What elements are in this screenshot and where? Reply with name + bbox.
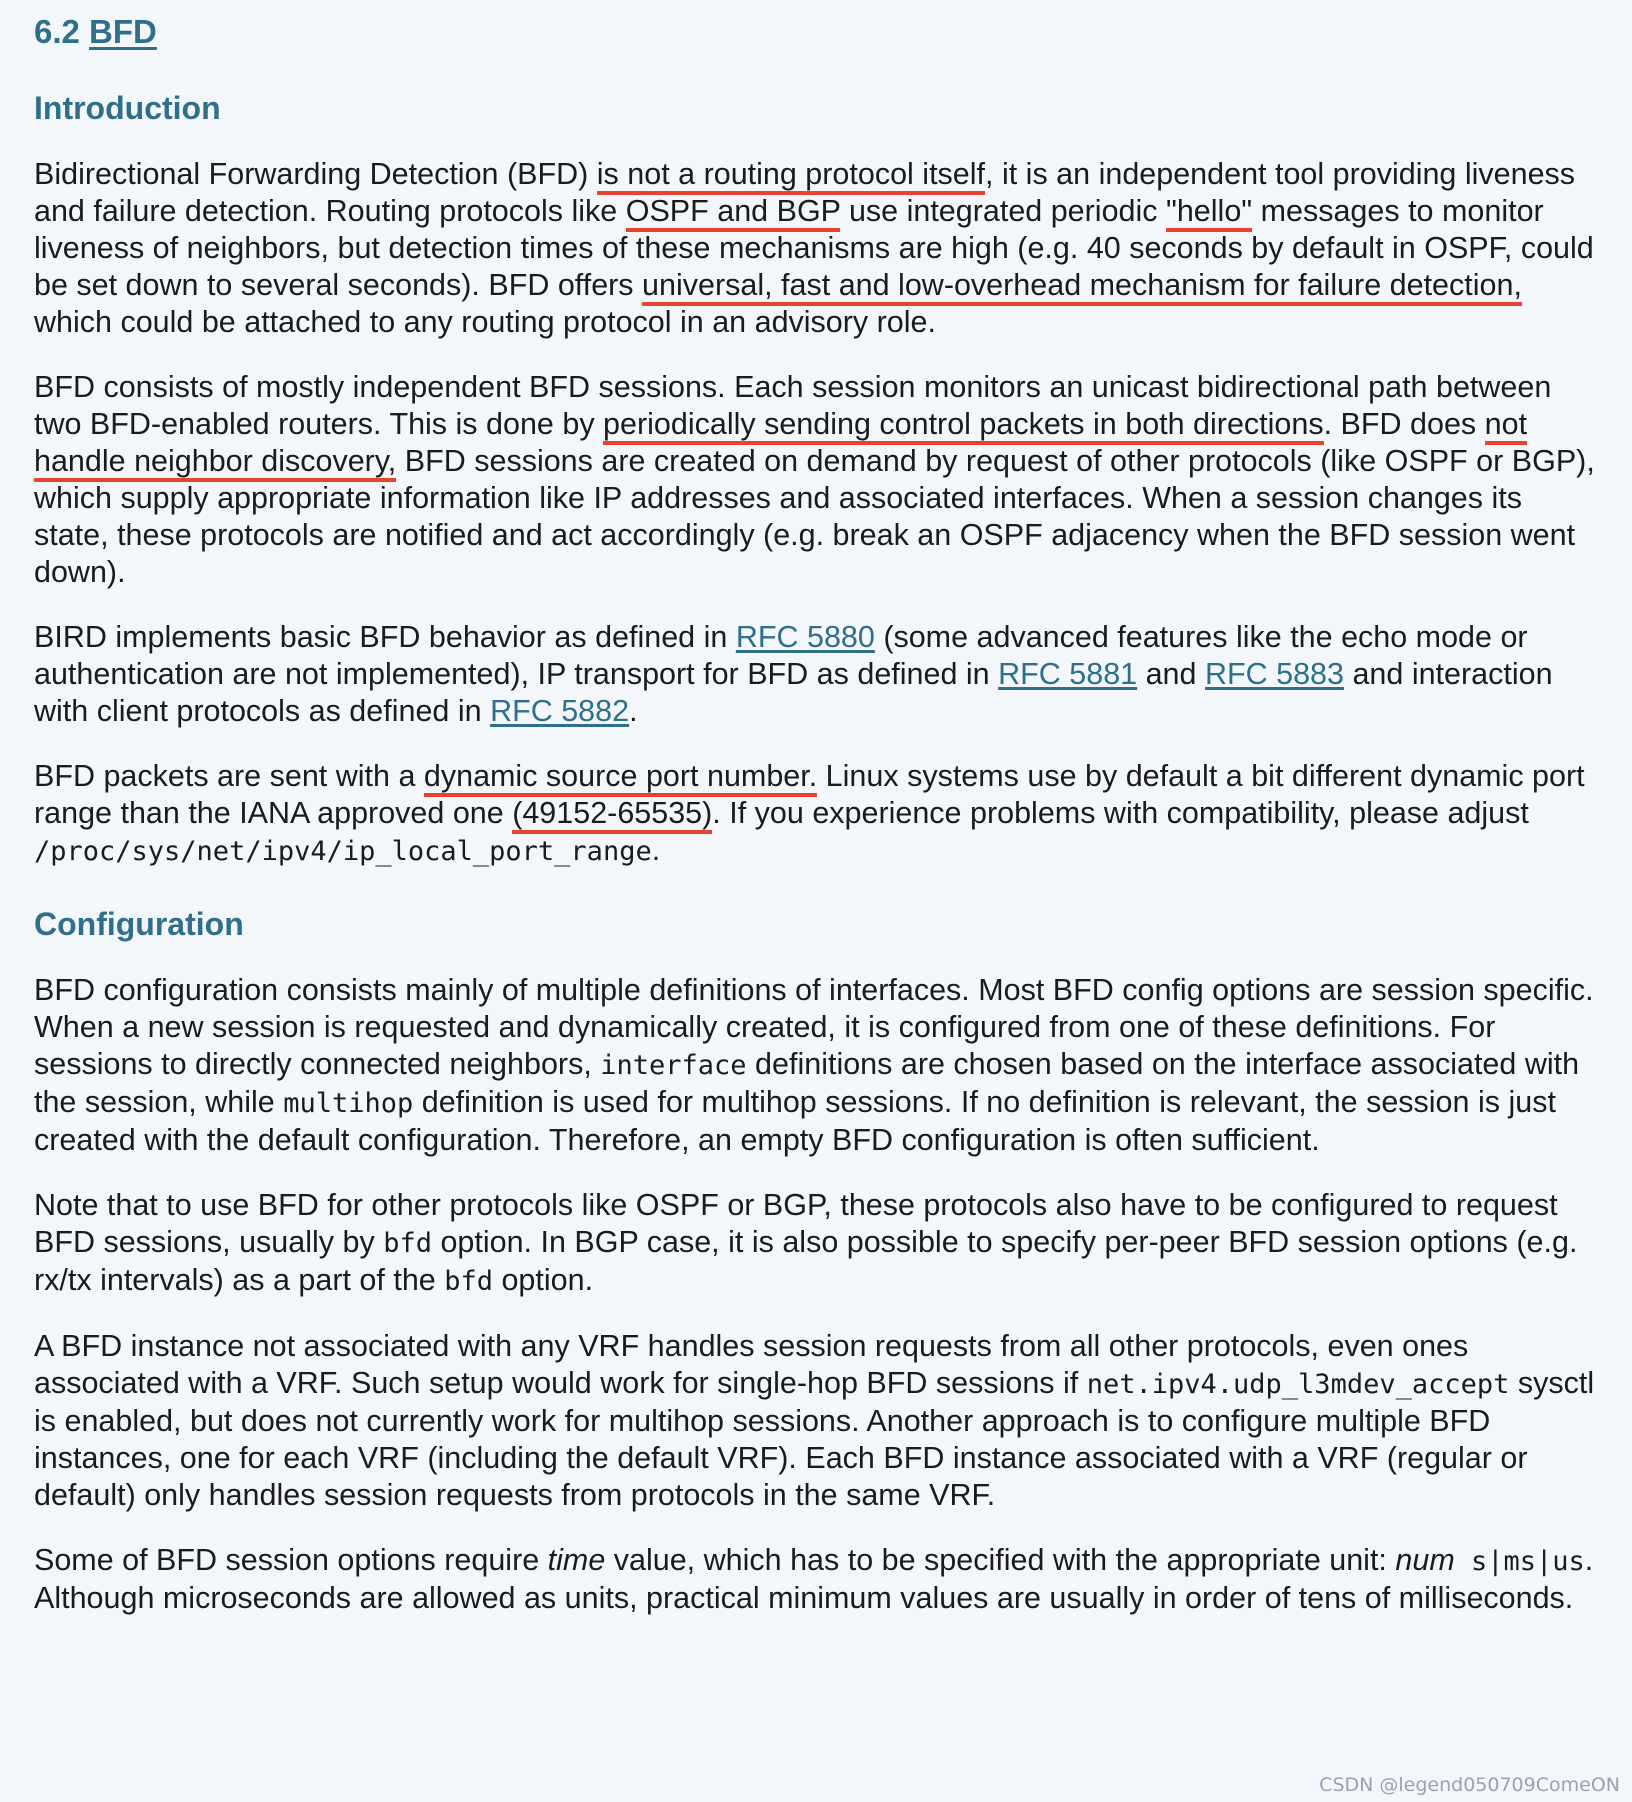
config-paragraph-4: Some of BFD session options require time value, which has to be specified with the appropriate unit: num s|ms|us. Although microseconds are allowed as units, practical minimum values are usually in order of tens of milliseconds. bbox=[34, 1543, 1594, 1615]
highlight-mark: "hello" bbox=[1166, 194, 1252, 232]
rfc-5883-link[interactable]: RFC 5883 bbox=[1204, 657, 1344, 691]
rfc-5882-link[interactable]: RFC 5882 bbox=[490, 694, 630, 728]
highlight-mark: OSPF and BGP bbox=[626, 194, 841, 232]
code-keyword: bfd bbox=[383, 1228, 432, 1259]
highlight-mark: not handle neighbor discovery, bbox=[34, 407, 1527, 482]
intro-paragraph-1: Bidirectional Forwarding Detection (BFD) is not a routing protocol itself, it is an independent tool providing liveness and failure detection. Routing protocols like OSPF and BGP use integrated periodic "hello" messages to monitor liveness of neighbors, but detection times of these mechanisms are high (e.g. 40 seconds by default in OSPF, could be set down to several seconds). BFD offers universal, fast and low-overhead mechanism for failure detection, which could be attached to any routing protocol in an advisory role. bbox=[34, 157, 1594, 339]
highlight-mark: dynamic source port number. bbox=[424, 759, 817, 797]
highlight-mark: (49152-65535) bbox=[512, 796, 712, 834]
code-sysctl: net.ipv4.udp_l3mdev_accept bbox=[1086, 1369, 1510, 1400]
code-keyword: interface bbox=[600, 1050, 747, 1081]
code-units: s|ms|us bbox=[1454, 1546, 1585, 1577]
config-paragraph-2: Note that to use BFD for other protocols like OSPF or BGP, these protocols also have to be configured to request BFD sessions, usually by bfd option. In BGP case, it is also possible to specify per-peer BFD session options (e.g. rx/tx intervals) as a part of the bfd option. bbox=[34, 1188, 1578, 1297]
code-keyword: bfd bbox=[444, 1266, 493, 1297]
highlight-mark: periodically sending control packets in both directions bbox=[603, 407, 1324, 445]
config-paragraph-1: BFD configuration consists mainly of multiple definitions of interfaces. Most BFD config options are session specific. When a new session is requested and dynamically created, it is configured from one of these definitions. For sessions to directly connected neighbors, interface definitions are chosen based on the interface associated with the session, while multihop definition is used for multihop sessions. If no definition is relevant, the session is just created with the default configuration. Therefore, an empty BFD configuration is often sufficient. bbox=[34, 973, 1594, 1157]
highlight-mark: universal, fast and low-overhead mechanism for failure detection, bbox=[642, 268, 1522, 306]
section-heading bbox=[34, 10, 1604, 54]
intro-paragraph-4: BFD packets are sent with a dynamic source port number. Linux systems use by default a bit different dynamic port range than the IANA approved one (49152-65535). If you experience problems with compatibility, please adjust /proc/sys/net/ipv4/ip_local_port_range. bbox=[34, 759, 1585, 867]
watermark: CSDN @legend050709ComeON bbox=[1319, 1774, 1620, 1796]
config-paragraph-3: A BFD instance not associated with any VRF handles session requests from all other protocols, even ones associated with a VRF. Such setup would work for single-hop BFD sessions if net.ipv4.udp_l3mdev_accept sysctl is enabled, but does not currently work for multihop sessions. Another approach is to configure multiple BFD instances, one for each VRF (including the default VRF). Each BFD instance associated with a VRF (regular or default) only handles session requests from protocols in the same VRF. bbox=[34, 1329, 1595, 1512]
section-title-link[interactable]: BFD bbox=[89, 13, 157, 50]
rfc-5881-link[interactable]: RFC 5881 bbox=[998, 657, 1138, 691]
section-number: 6.2 bbox=[34, 13, 80, 50]
configuration-heading: Configuration bbox=[34, 906, 244, 942]
code-path: /proc/sys/net/ipv4/ip_local_port_range bbox=[34, 836, 652, 867]
document-page bbox=[34, 0, 1604, 1617]
introduction-heading: Introduction bbox=[34, 90, 221, 126]
code-keyword: multihop bbox=[283, 1088, 414, 1119]
highlight-mark: is not a routing protocol itself bbox=[597, 157, 985, 195]
rfc-5880-link[interactable]: RFC 5880 bbox=[735, 620, 875, 654]
intro-paragraph-3: BIRD implements basic BFD behavior as defined in RFC 5880 (some advanced features like the echo mode or authentication are not implemented), IP transport for BFD as defined in RFC 5881 and RFC 5883 and interaction with client protocols as defined in RFC 5882. bbox=[34, 620, 1553, 728]
intro-paragraph-2: BFD consists of mostly independent BFD sessions. Each session monitors an unicast bidirectional path between two BFD-enabled routers. This is done by periodically sending control packets in both directions. BFD does not handle neighbor discovery, BFD sessions are created on demand by request of other protocols (like OSPF or BGP), which supply appropriate information like IP addresses and associated interfaces. When a session changes its state, these protocols are notified and act accordingly (e.g. break an OSPF adjacency when the BFD session went down). bbox=[34, 370, 1595, 589]
